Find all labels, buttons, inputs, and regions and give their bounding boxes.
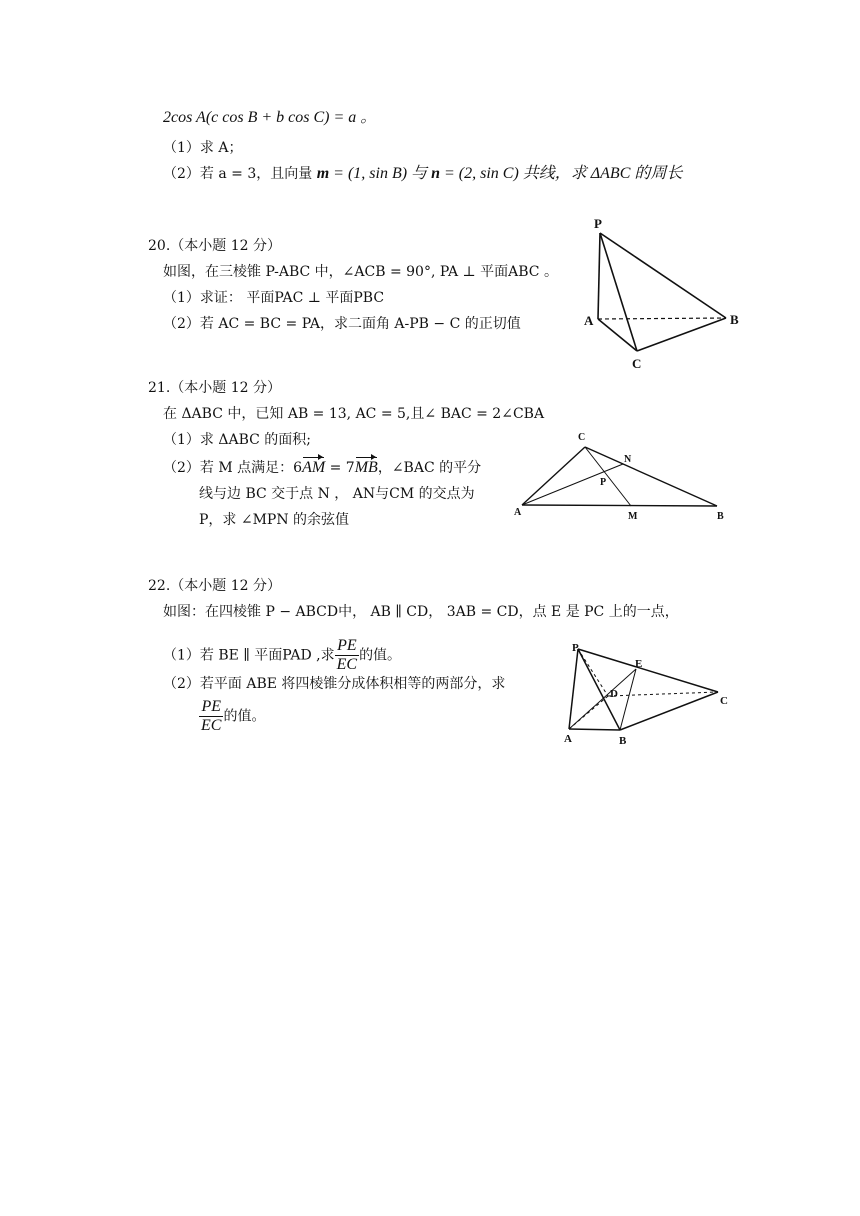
vector-n-def: = (2, sin C) 共线，求 ΔABC 的周长 <box>439 165 683 182</box>
q21-figure-triangle <box>508 426 740 526</box>
q21-part-2-pre: （2）若 M 点满足：6 <box>163 460 303 476</box>
edge-AD-hidden <box>569 696 608 729</box>
label-B: B <box>717 511 724 522</box>
q22-part-1-post: 的值。 <box>359 647 402 664</box>
segment-BE <box>620 669 636 730</box>
q20-stem: 如图，在三棱锥 P-ABC 中，∠ACB = 90°, PA ⊥ 平面ABC 。 <box>163 264 558 280</box>
label-P: P <box>594 216 602 231</box>
label-B: B <box>730 312 739 327</box>
q21-part-2-line-1 <box>163 458 481 478</box>
label-A: A <box>584 313 594 328</box>
q22-part-2: （2）若平面 ABE 将四棱锥分成体积相等的两部分，求 <box>163 676 506 692</box>
label-N: N <box>624 454 632 465</box>
label-A: A <box>564 733 572 745</box>
q20-part-1: （1）求证： 平面PAC ⊥ 平面PBC <box>163 290 385 306</box>
edge-DC-hidden <box>608 692 718 696</box>
q21-stem: 在 ΔABC 中，已知 AB = 13, AC = 5,且∠ BAC = 2∠CBA <box>163 406 545 422</box>
vector-n: n <box>431 165 440 182</box>
equation-line: 2cos A(c cos B + b cos C) = a 。 <box>163 109 377 126</box>
q22-figure-pyramid <box>556 634 746 750</box>
top-part-2 <box>163 164 682 184</box>
label-A: A <box>514 507 522 518</box>
fraction-PE-EC-2 <box>199 698 223 735</box>
edge-PB <box>600 233 726 318</box>
edge-AB <box>569 729 620 730</box>
q20-heading: 20.（本小题 12 分） <box>148 238 281 254</box>
fraction-numerator: PE <box>199 698 223 717</box>
q22-part-1 <box>163 637 401 674</box>
label-D: D <box>610 688 618 700</box>
q20-figure-tetrahedron <box>580 212 750 372</box>
label-E: E <box>635 658 643 670</box>
label-C: C <box>720 695 728 707</box>
fraction-PE-EC <box>335 637 359 674</box>
q22-stem: 如图：在四棱锥 P − ABCD中， AB ∥ CD， 3AB = CD，点 E 是 PC 上的一点， <box>163 604 679 620</box>
q22-heading: 22.（本小题 12 分） <box>148 578 281 594</box>
edge-CB <box>637 318 726 351</box>
side-AB <box>522 505 717 506</box>
vector-m-def: = (1, sin B) 与 <box>329 165 432 182</box>
q21-part-2-mid: = 7 <box>325 460 355 476</box>
edge-PA <box>598 233 600 319</box>
edge-AB-hidden <box>598 318 726 319</box>
edge-PC <box>600 233 637 351</box>
q20-part-2: （2）若 AC = BC = PA，求二面角 A-PB − C 的正切值 <box>163 316 521 332</box>
fraction-numerator: PE <box>335 637 359 656</box>
segment-AN <box>522 464 623 505</box>
label-M: M <box>628 511 638 522</box>
edge-BC <box>620 692 718 730</box>
q21-part-1: （1）求 ΔABC 的面积; <box>163 432 312 448</box>
side-AC <box>522 447 585 505</box>
q22-part-1-pre: （1）若 BE ∥ 平面PAD ,求 <box>163 647 335 664</box>
top-part-2-pre: （2）若 a = 3，且向量 <box>163 166 317 182</box>
fraction-denominator: EC <box>336 656 358 673</box>
q21-part-2-line-2: 线与边 BC 交于点 N ， AN与CM 的交点为 <box>199 486 475 502</box>
vector-m: m <box>316 165 330 182</box>
q22-part-2-line-2 <box>199 698 265 735</box>
fraction-denominator: EC <box>201 717 222 734</box>
top-part-1: （1）求 A； <box>163 140 243 156</box>
vector-MB: MB <box>354 459 378 476</box>
q22-part-2-post: 的值。 <box>223 708 266 725</box>
label-P: P <box>572 642 579 654</box>
label-C: C <box>632 356 642 371</box>
label-C: C <box>578 432 586 443</box>
vector-AM: AM <box>302 459 326 476</box>
q21-part-2-line-3: P，求 ∠MPN 的余弦值 <box>199 512 350 528</box>
q21-part-2-post: ，∠BAC 的平分 <box>377 460 482 476</box>
edge-PC <box>578 649 718 692</box>
edge-PA <box>569 649 578 729</box>
q21-heading: 21.（本小题 12 分） <box>148 380 281 396</box>
label-P: P <box>600 477 607 488</box>
label-B: B <box>619 735 627 747</box>
